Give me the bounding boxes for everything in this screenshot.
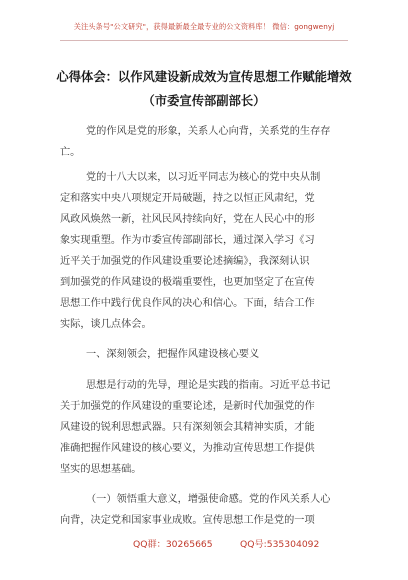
qq-contact-number: QQ号:535304092 — [240, 539, 320, 550]
paragraph-line: 风建设的锐利思想武器。只有深刻领会其精神实质，才能 — [60, 422, 315, 433]
paragraph-line: 准确把握作风建设的核心要义，为推动宣传思想工作提供 — [60, 443, 315, 454]
paragraph-line: 关于加强党的作风建设的重要论述，是新时代加强党的作 — [60, 401, 315, 412]
paragraph-line: 到加强党的作风建设的极端重要性，也更加坚定了在宣传 — [60, 277, 315, 288]
paragraph-line: 近平关于加强党的作风建设重要论述摘编》，我深刻认识 — [60, 256, 310, 267]
document-subtitle: （市委宣传部副部长） — [142, 93, 266, 108]
header-divider — [60, 40, 348, 41]
paragraph-line: 向背，决定党和国家事业成败。宣传思想工作是党的一项 — [60, 515, 315, 526]
paragraph-line: 实际，谈几点体会。 — [60, 319, 152, 330]
paragraph-line: 思想工作中践行优良作风的决心和信心。下面，结合工作 — [60, 298, 315, 309]
paragraph-line: 思想是行动的先导，理论是实践的指南。习近平总书记 — [86, 380, 331, 391]
paragraph-line: 风政风焕然一新，社风民风持续向好，党在人民心中的形 — [60, 214, 315, 225]
source-header: 关注头条号"公文研究"，获得最新最全最专业的公文资料库！ 微信：gongwenyj — [73, 22, 335, 31]
paragraph-line: 亡。 — [60, 147, 81, 158]
qq-group-number: QQ群：30265665 — [133, 539, 213, 550]
section-heading: 一、深刻领会，把握作风建设核心要义 — [86, 349, 260, 360]
paragraph-line: 坚实的思想基础。 — [60, 464, 142, 475]
document-title: 心得体会：以作风建设新成效为宣传思想工作赋能增效 — [56, 69, 352, 84]
paragraph-line: （一）领悟重大意义，增强使命感。党的作风关系人心 — [86, 494, 331, 505]
paragraph-line: 党的作风是党的形象，关系人心向背，关系党的生存存 — [86, 126, 331, 137]
paragraph-line: 象实现重塑。作为市委宣传部副部长，通过深入学习《习 — [60, 235, 315, 246]
paragraph-line: 党的十八大以来，以习近平同志为核心的党中央从制 — [86, 172, 321, 183]
paragraph-line: 定和落实中央八项规定开局破题，持之以恒正风肃纪，党 — [60, 193, 315, 204]
